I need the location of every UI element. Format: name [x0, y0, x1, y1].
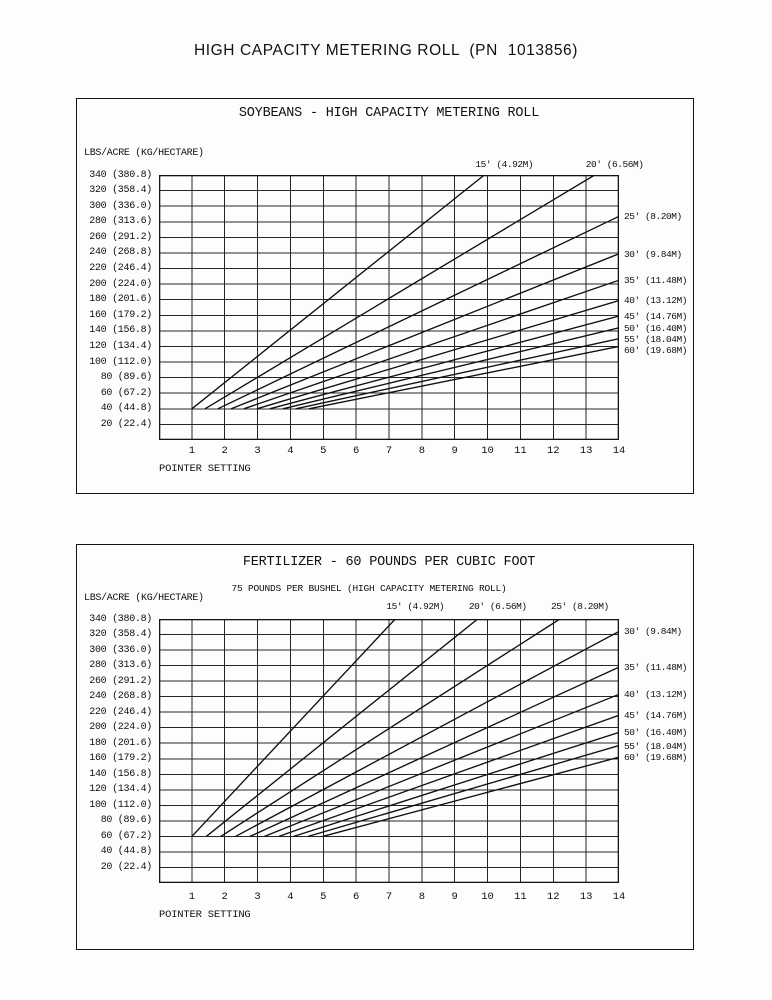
- fertilizer-chart-title: FERTILIZER - 60 POUNDS PER CUBIC FOOT: [242, 555, 536, 570]
- x-tick-label: 10: [481, 445, 494, 457]
- row-width-line-label: 50' (16.40M): [624, 322, 688, 334]
- row-width-line-label: 35' (11.48M): [624, 275, 688, 287]
- x-tick-label: 8: [418, 891, 425, 903]
- x-tick-label: 11: [514, 891, 527, 903]
- x-tick-label: 12: [546, 445, 560, 457]
- row-width-line-label: 45' (14.76M): [624, 710, 688, 722]
- y-tick-label: 200 (224.0): [89, 722, 152, 734]
- row-width-line-label: 60' (19.68M): [624, 752, 688, 764]
- x-tick-label: 12: [546, 891, 560, 903]
- x-tick-label: 2: [221, 891, 228, 903]
- x-tick-label: 10: [481, 891, 494, 903]
- x-tick-label: 6: [352, 445, 360, 457]
- row-width-line-label: 35' (11.48M): [624, 662, 688, 674]
- x-tick-label: 7: [385, 891, 393, 903]
- x-tick-label: 14: [612, 445, 626, 457]
- row-width-line-label: 25' (8.20M): [624, 211, 682, 223]
- row-width-line-label: 55' (18.04M): [624, 740, 688, 752]
- y-tick-label: 140 (156.8): [89, 325, 152, 337]
- x-tick-label: 11: [514, 445, 527, 457]
- row-width-line-label: 20' (6.56M): [468, 601, 527, 612]
- x-tick-label: 3: [254, 891, 261, 903]
- x-tick-label: 4: [287, 891, 294, 903]
- fertilizer-chart-subtitle: 75 POUNDS PER BUSHEL (HIGH CAPACITY METERING ROLL): [231, 583, 507, 594]
- y-tick-label: 100 (112.0): [89, 799, 152, 811]
- soybeans-y-axis-header: LBS/ACRE (KG/HECTARE): [84, 148, 204, 159]
- row-width-line-label: 40' (13.12M): [624, 295, 688, 307]
- y-tick-label: 140 (156.8): [89, 768, 152, 780]
- y-tick-label: 340 (380.8): [89, 613, 152, 625]
- x-tick-label: 4: [287, 445, 294, 457]
- rate-line-60ft: [323, 757, 619, 836]
- rate-lines: [192, 175, 619, 409]
- fertilizer-x-axis-label: POINTER SETTING: [159, 909, 251, 921]
- rate-line-15ft: [192, 175, 484, 409]
- row-width-line-label: 40' (13.12M): [624, 689, 688, 701]
- row-width-line-label: 55' (18.04M): [624, 333, 688, 345]
- grid-lines: [159, 619, 619, 883]
- y-tick-label: 180 (201.6): [89, 294, 152, 306]
- y-tick-label: 20 (22.4): [100, 418, 152, 430]
- y-tick-label: 300 (336.0): [89, 644, 152, 656]
- y-tick-label: 240 (268.8): [89, 247, 152, 259]
- y-tick-label: 260 (291.2): [89, 231, 152, 243]
- x-tick-label: 9: [451, 891, 458, 903]
- fertilizer-y-axis-header: LBS/ACRE (KG/HECTARE): [84, 593, 204, 604]
- page-title: HIGH CAPACITY METERING ROLL (PN 1013856): [193, 42, 579, 59]
- y-tick-label: 40 (44.8): [100, 403, 152, 415]
- x-tick-label: 5: [320, 891, 327, 903]
- row-width-line-label: 30' (9.84M): [624, 626, 682, 638]
- y-tick-label: 280 (313.6): [89, 660, 152, 672]
- x-tick-label: 2: [221, 445, 228, 457]
- y-tick-label: 260 (291.2): [89, 675, 152, 687]
- y-tick-label: 280 (313.6): [89, 216, 152, 228]
- x-tick-label: 7: [385, 445, 393, 457]
- y-tick-label: 160 (179.2): [89, 753, 152, 765]
- x-tick-label: 13: [579, 891, 593, 903]
- x-tick-label: 6: [352, 891, 360, 903]
- y-tick-label: 320 (358.4): [89, 185, 152, 197]
- fertilizer-plot-grid: [159, 619, 619, 883]
- y-tick-label: 180 (201.6): [89, 737, 152, 749]
- y-tick-label: 80 (89.6): [100, 815, 152, 827]
- row-width-line-label: 25' (8.20M): [550, 601, 609, 612]
- x-tick-label: 1: [188, 891, 195, 903]
- row-width-line-label: 15' (4.92M): [386, 601, 445, 612]
- y-tick-label: 200 (224.0): [89, 278, 152, 290]
- y-tick-label: 300 (336.0): [89, 200, 152, 212]
- y-tick-label: 320 (358.4): [89, 629, 152, 641]
- y-tick-label: 60 (67.2): [100, 830, 152, 842]
- y-tick-label: 100 (112.0): [89, 356, 152, 368]
- y-tick-label: 20 (22.4): [100, 861, 152, 873]
- grid-lines: [159, 175, 619, 440]
- rate-line-45ft: [279, 715, 619, 836]
- x-tick-label: 5: [320, 445, 327, 457]
- y-tick-label: 220 (246.4): [89, 263, 152, 275]
- y-tick-label: 40 (44.8): [100, 846, 152, 858]
- x-tick-label: 13: [579, 445, 593, 457]
- x-tick-label: 14: [612, 891, 626, 903]
- y-tick-label: 240 (268.8): [89, 691, 152, 703]
- y-tick-label: 160 (179.2): [89, 309, 152, 321]
- row-width-line-label: 50' (16.40M): [624, 727, 688, 739]
- y-tick-label: 340 (380.8): [89, 169, 152, 181]
- row-width-line-label: 45' (14.76M): [624, 311, 688, 323]
- soybeans-plot-grid: [159, 175, 619, 440]
- y-tick-label: 80 (89.6): [100, 372, 152, 384]
- x-tick-label: 3: [254, 445, 261, 457]
- x-tick-label: 1: [188, 445, 195, 457]
- soybeans-x-axis-label: POINTER SETTING: [159, 463, 251, 475]
- rate-line-40ft: [257, 300, 619, 408]
- y-tick-label: 220 (246.4): [89, 706, 152, 718]
- row-width-line-label: 60' (19.68M): [624, 345, 688, 357]
- x-tick-label: 9: [451, 445, 458, 457]
- row-width-line-label: 20' (6.56M): [585, 159, 644, 170]
- rate-line-35ft: [250, 667, 619, 836]
- y-tick-label: 60 (67.2): [100, 387, 152, 399]
- soybeans-chart-title: SOYBEANS - HIGH CAPACITY METERING ROLL: [238, 106, 540, 121]
- y-tick-label: 120 (134.4): [89, 340, 152, 352]
- x-tick-label: 8: [418, 445, 425, 457]
- row-width-line-label: 30' (9.84M): [624, 248, 682, 260]
- y-tick-label: 120 (134.4): [89, 784, 152, 796]
- row-width-line-label: 15' (4.92M): [475, 159, 534, 170]
- rate-line-40ft: [264, 694, 619, 836]
- rate-line-25ft: [218, 216, 619, 409]
